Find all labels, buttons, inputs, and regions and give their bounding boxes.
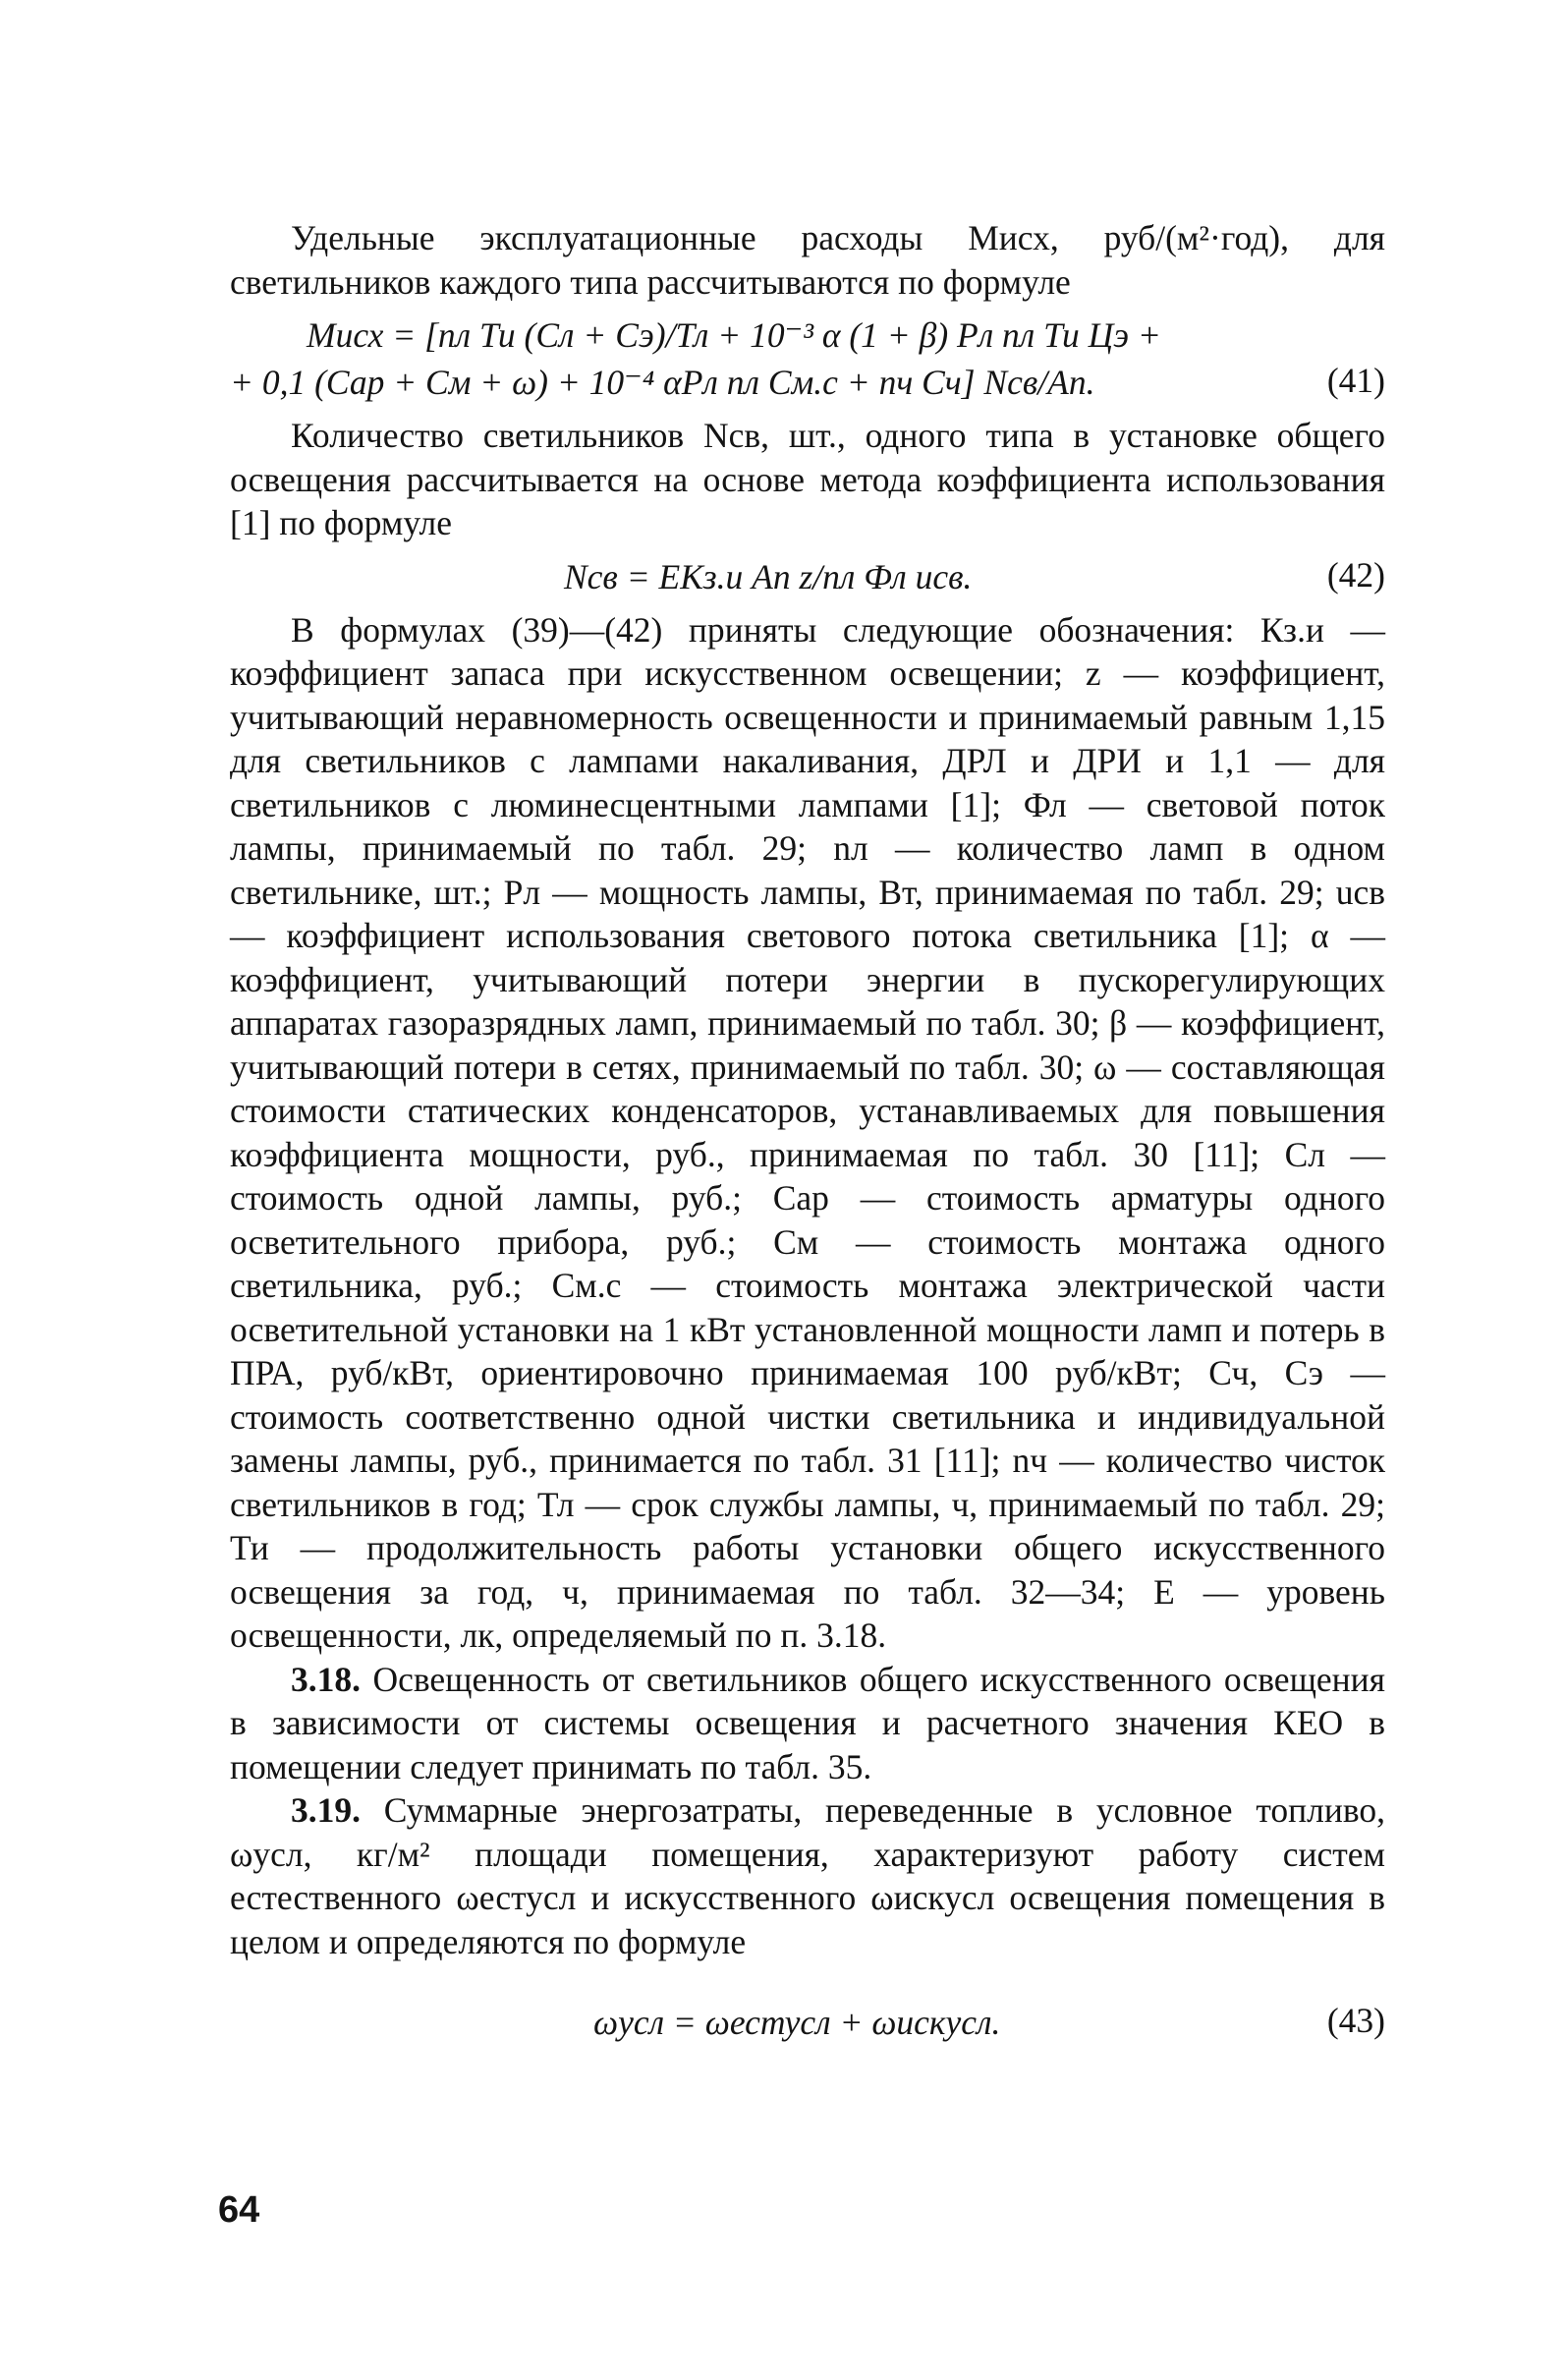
paragraph-notation: В формулах (39)—(42) приняты следующие обозначения: Кз.и — коэффициент запаса при искусственном освещении; z — коэффициент, учитывающий неравномерность освещенности и принимаемый равным 1,15 для светильников с лампами накаливания, ДРЛ и ДРИ и 1,1 — для светильников с люминесцентными лампами [1]; Фл — световой поток лампы, принимаемый по табл. 29; nл — количество ламп в одном светильнике, шт.; Рл — мощность лампы, Вт, принимаемая по табл. 29; uсв — коэффициент использования светового потока светильника [1]; α — коэффициент, учитывающий потери энергии в пускорегулирующих аппаратах газоразрядных ламп, принимаемый по табл. 30; β — коэффициент, учитывающий потери в сетях, принимаемый по табл. 30; ω — составляющая стоимости статических конденсаторов, устанавливаемых для повышения коэффициента мощности, руб., принимаемая по табл. 30 [11]; Сл — стоимость одной лампы, руб.; Сар — стоимость арматуры одного осветительного прибора, руб.; См — стоимость монтажа одного светильника, руб.; См.с — стоимость монтажа электрической части осветительной установки на 1 кВт установленной мощности ламп и потерь в ПРА, руб/кВт, ориентировочно принимаемая 100 руб/кВт; Сч, Сэ — стоимость соответственно одной чистки светильника и индивидуальной замены лампы, руб., принимается по табл. 31 [11]; nч — количество чисток светильников в год; Тл — срок службы лампы, ч, принимаемый по табл. 29; Ти — продолжительность работы установки общего искусственного освещения за год, ч, принимаемая по табл. 32—34; Е — уровень освещенности, лк, определяемый по п. 3.18. [230,609,1385,1655]
section-3-19-text: Суммарные энергозатраты, переведенные в условное топливо, ωусл, кг/м² площади помещения, характеризуют работу систем естественного ωестусл и искусственного ωискусл освещения помещения в целом и определяются по формуле [230,1790,1385,1961]
formula-42-text: Nсв = EКз.и Ап z/nл Фл uсв. [564,556,973,596]
section-3-19-label: 3.19. [291,1790,361,1830]
formula-41 [230,312,1385,406]
page-body [230,216,1385,2054]
paragraph-specific-costs: Удельные эксплуатационные расходы Мисх, руб/(м²·год), для светильников каждого типа рассчитываются по формуле [230,218,1385,302]
formula-41-line-2: + 0,1 (Сар + См + ω) + 10⁻⁴ αРл nл См.с + nч Сч] Nсв/Ап. [230,363,1095,402]
page-number: 64 [218,2189,260,2231]
formula-43-number: (43) [1326,2001,1385,2040]
formula-41-number: (41) [1326,361,1385,400]
paragraph-luminaire-count: Количество светильников Nсв, шт., одного типа в установке общего освещения рассчитывается на основе метода коэффициента использования [1] по формуле [230,416,1385,542]
formula-42-number: (42) [1326,554,1385,595]
formula-41-line-1: Мисх = [nл Ти (Сл + Сэ)/Тл + 10⁻³ α (1 + β) Рл nл Ти Цэ + [307,315,1161,355]
formula-42 [230,553,1385,600]
section-3-18-text: Освещенность от светильников общего искусственного освещения в зависимости от системы освещения и расчетного значения КЕО в помещении следует принимать по табл. 35. [230,1659,1385,1786]
section-3-18-label: 3.18. [291,1659,361,1699]
section-3-19 [230,1788,1385,1963]
section-3-18 [230,1658,1385,1789]
formula-43-text: ωусл = ωестусл + ωискусл. [593,2003,1001,2042]
formula-43 [230,1999,1385,2046]
